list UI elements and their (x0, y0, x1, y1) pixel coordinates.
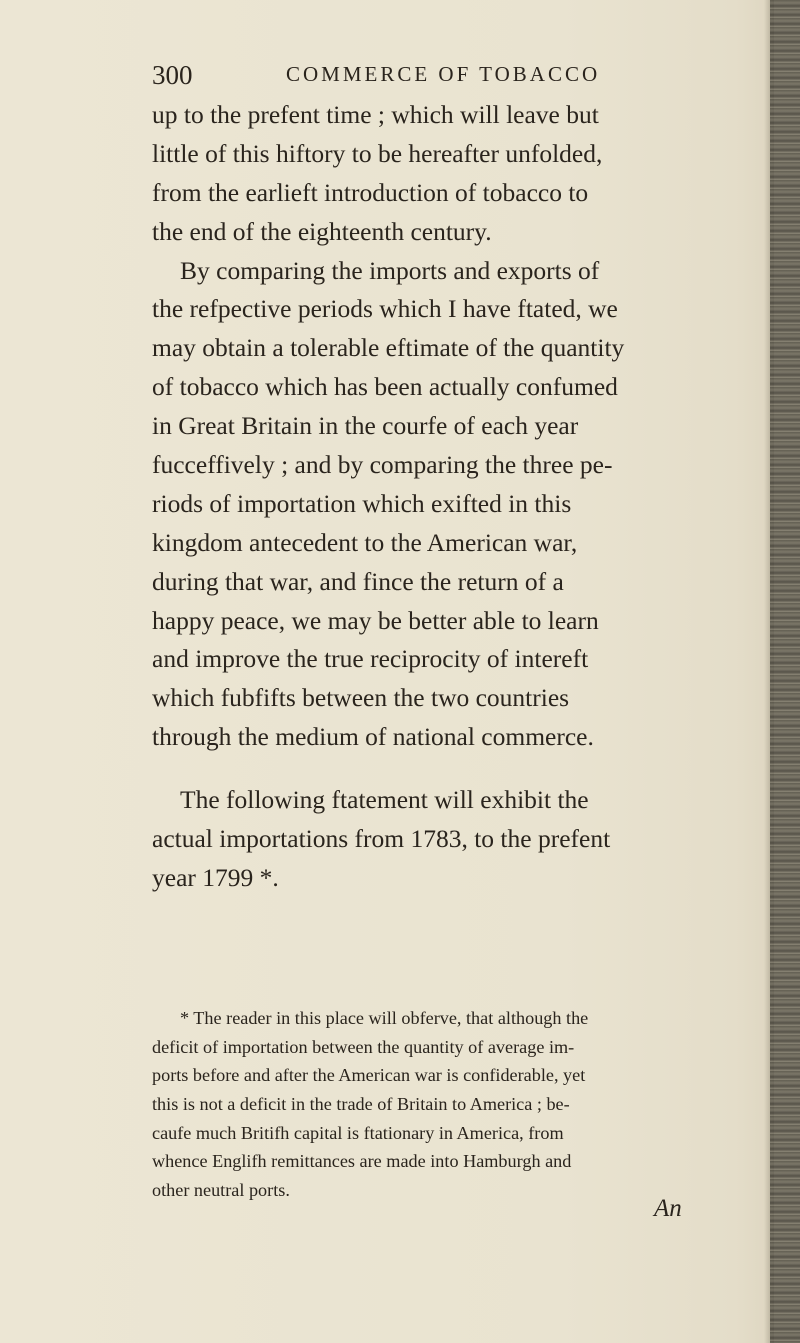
footnote (152, 1004, 742, 1205)
text-line: By comparing the imports and exports of (180, 255, 600, 285)
text-line: riods of importation which exifted in this (152, 488, 572, 518)
catchword: An (654, 1195, 682, 1222)
footnote-line: whence Englifh remittances are made into Hamburgh and (152, 1151, 572, 1172)
text-line: little of this hiftory to be hereafter unfolded, (152, 138, 603, 168)
body-text (152, 96, 746, 898)
paragraph-1 (152, 96, 746, 252)
paragraph-gap (152, 757, 746, 781)
text-line: from the earlieft introduction of tobacco to (152, 177, 589, 207)
text-line: kingdom antecedent to the American war, (152, 527, 578, 557)
paragraph-3 (152, 781, 746, 898)
footnote-line: this is not a deficit in the trade of Britain to America ; be- (152, 1094, 570, 1115)
footnote-line: * The reader in this place will obferve, that although the (180, 1008, 589, 1028)
text-line: in Great Britain in the courfe of each year (152, 411, 579, 441)
footnote-line: ports before and after the American war is confiderable, yet (152, 1065, 586, 1086)
page-number: 300 (152, 60, 193, 90)
text-line: year 1799 *. (152, 862, 279, 892)
text-line: during that war, and fince the return of a (152, 566, 564, 596)
text-line: of tobacco which has been actually confumed (152, 372, 618, 402)
paragraph-2 (152, 252, 746, 758)
running-head (152, 60, 752, 94)
footnote-line: other neutral ports. (152, 1180, 290, 1201)
text-line: and improve the true reciprocity of intereft (152, 644, 589, 674)
running-title: COMMERCE OF TOBACCO (286, 62, 601, 86)
text-line: the refpective periods which I have ftated, we (152, 294, 618, 324)
text-line: actual importations from 1783, to the prefent (152, 824, 611, 854)
text-line: up to the prefent time ; which will leave but (152, 100, 599, 129)
text-line: fucceffively ; and by comparing the three pe- (152, 450, 613, 480)
footnote-line: deficit of importation between the quantity of average im- (152, 1036, 575, 1057)
page-edge (770, 0, 800, 1343)
text-line: the end of the eighteenth century. (152, 216, 492, 246)
text-line: through the medium of national commerce. (152, 722, 594, 752)
footnote-line: caufe much Britifh capital is ftationary in America, from (152, 1122, 564, 1143)
text-line: may obtain a tolerable eftimate of the quantity (152, 333, 625, 363)
text-line: happy peace, we may be better able to learn (152, 605, 599, 635)
text-line: The following ftatement will exhibit the (180, 785, 589, 815)
text-line: which fubfifts between the two countries (152, 683, 570, 713)
